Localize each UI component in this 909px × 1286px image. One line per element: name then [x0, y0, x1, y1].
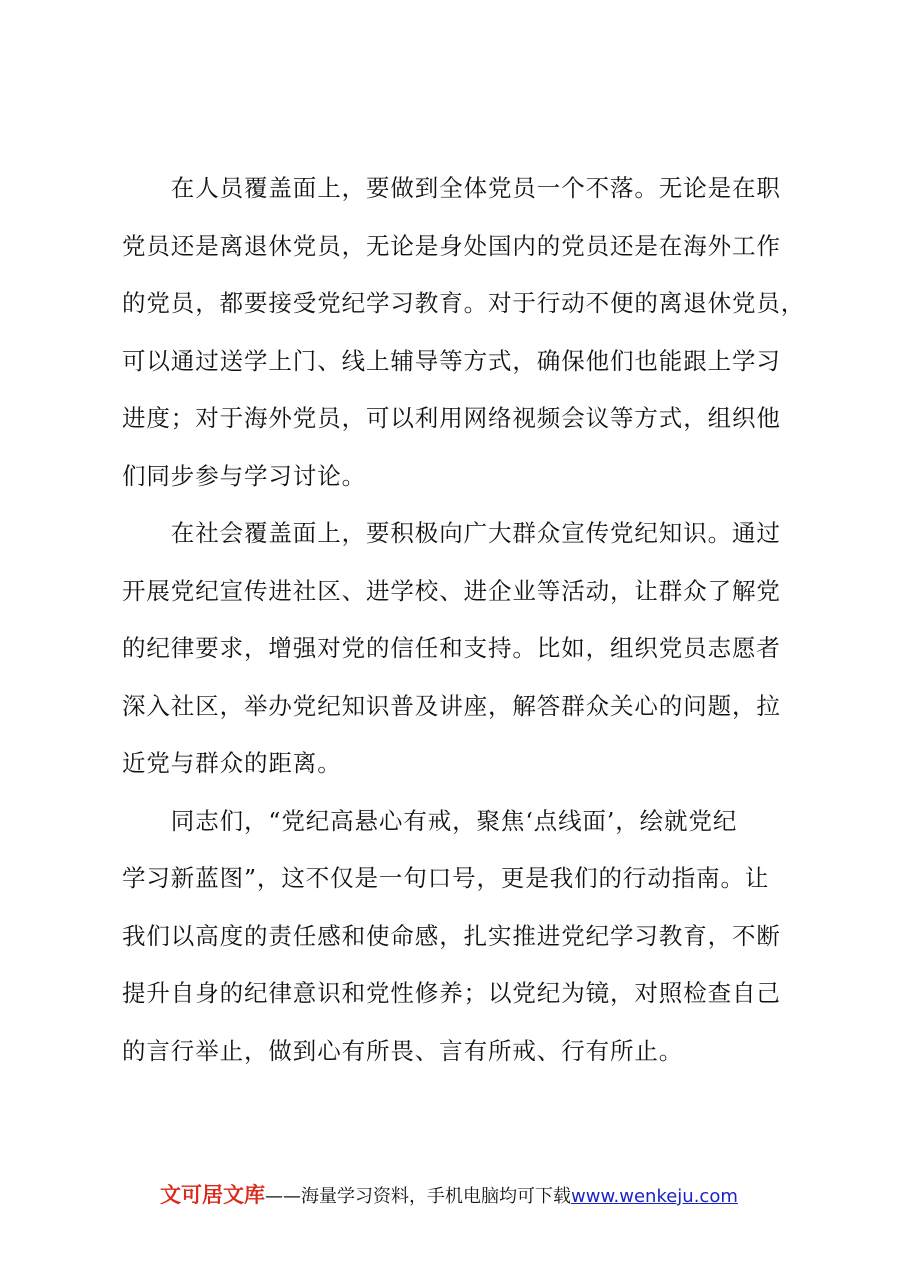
text-line: 我们以高度的责任感和使命感，扎实推进党纪学习教育，不断: [122, 921, 781, 950]
text-line: 的纪律要求，增强对党的信任和支持。比如，组织党员志愿者: [122, 634, 781, 662]
text-line: 在社会覆盖面上，要积极向广大群众宣传党纪知识。通过: [122, 519, 781, 547]
text-line: 同志们，“党纪高悬心有戒，聚焦‘点线面’，绘就党纪: [122, 806, 738, 835]
text-line: 们同步参与学习讨论。: [122, 461, 366, 490]
paragraph-conclusion: [122, 793, 798, 1081]
text-line: 近党与群众的距离。: [122, 749, 342, 777]
text-line: 可以通过送学上门、线上辅导等方式，确保他们也能跟上学习: [122, 346, 781, 375]
document-body: [122, 160, 806, 1080]
text-line: 在人员覆盖面上，要做到全体党员一个不落。无论是在职: [122, 174, 781, 202]
text-line: 的党员，都要接受党纪学习教育。对于行动不便的离退休党员，: [122, 289, 806, 317]
text-line: 党员还是离退休党员，无论是身处国内的党员还是在海外工作: [122, 231, 781, 260]
brand-name: 文可居文库: [160, 1183, 265, 1207]
text-line: 进度；对于海外党员，可以利用网络视频会议等方式，组织他: [122, 404, 781, 432]
text-line: 提升自身的纪律意识和党性修养；以党纪为镜，对照检查自己: [122, 979, 781, 1007]
text-line: 的言行举止，做到心有所畏、言有所戒、行有所止。: [122, 1036, 684, 1065]
website-link[interactable]: www.wenkeju.com: [571, 1186, 738, 1207]
text-line: 开展党纪宣传进社区、进学校、进企业等活动，让群众了解党: [122, 576, 781, 605]
text-line: 深入社区，举办党纪知识普及讲座，解答群众关心的问题，拉: [122, 691, 781, 720]
paragraph-social-coverage: [122, 505, 798, 793]
footer-tagline: ——海量学习资料，手机电脑均可下载: [265, 1186, 571, 1207]
footer-banner: [160, 1180, 800, 1212]
paragraph-personnel-coverage: [122, 160, 806, 505]
text-line: 学习新蓝图”，这不仅是一句口号，更是我们的行动指南。让: [122, 864, 770, 892]
